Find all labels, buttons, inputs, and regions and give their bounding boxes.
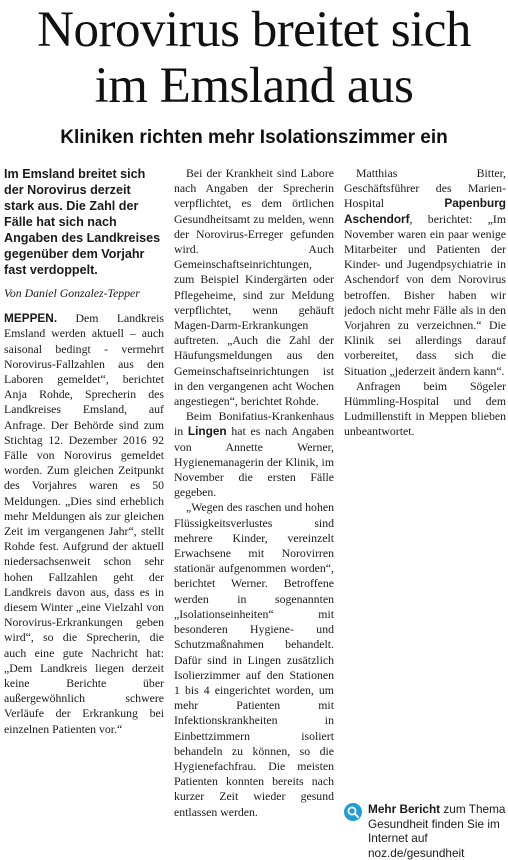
body-paragraph-5-post: , berichtet: „Im November waren ein paar wenige Mitarbeiter und Patienten der Kinder- und Jugendpsychiatrie in Aschendorf von dem Norovirus betroffen. Bisher haben wir jedoch nicht mehr Fälle als in den Vorjahren zu verzeichnen.“ Die Klinik sei allerdings darauf vorbereitet, dass sich die Situation „jederzeit ändern kann“. [344, 211, 506, 378]
body-paragraph-1 [4, 311, 164, 737]
body-paragraph-3-post: hat es nach Angaben von Annette Werner, Hygienemanagerin der Klinik, im November die ersten Fälle gegeben. [174, 424, 334, 500]
body-paragraph-6: Anfragen beim Sögeler Hümmling-Hospital und dem Ludmillenstift in Meppen blieben unbeantwortet. [344, 378, 506, 439]
body-paragraph-4: „Wegen des raschen und hohen Flüssigkeitsverlustes sind mehrere Kinder, vereinzelt Erwachsene mit Norovirren stationär aufgenommen worden“, berichtet Werner. Betroffene werden in sogenannten „Isolationseinheiten“ mit besonderen Hygiene- und Schutzmaßnahmen behandelt. Dafür sind in Lingen zusätzlich Isolierzimmer auf den Stationen 1 bis 4 eingerichtet worden, um mehr Patienten mit Infektionskrankheiten in Einbettzimmern isoliert behandeln zu können, so die Hygienefachfrau. Die meisten Patienten konnten bereits nach kurzer Zeit wieder gesund entlassen werden. [174, 500, 334, 819]
lead-paragraph: Im Emsland breitet sich der Norovirus derzeit stark aus. Die Zahl der Fälle hat sich nach Angaben des Landkreises gegenüber dem Vorjahr fast verdoppelt. [4, 167, 161, 277]
body-paragraph-1-text: Dem Landkreis Emsland werden aktuell – auch saisonal bedingt - vermehrt Norovirus-Fallzahlen aus den Laboren gemeldet“, berichtet Anja Rohde, Sprecherin des Landkreises Emsland, auf Anfrage. Der Behörde sind zum Stichtag 12. Dezember 2016 92 Fälle von Norovirus gemeldet worden. Zum gleichen Zeitpunkt des Vorjahres waren es 50 Meldungen. „Dies sind erheblich mehr Meldungen als zur gleichen Zeit im vergangenen Jahr“, stellt Rohde fest. Aufgrund der aktuell niedersachsenweit schon sehr hohen Fallzahlen geht der Landkreis davon aus, dass es in diesem Winter „eine Vielzahl von Norovirus-Erkrankungen geben wird“, so die Sprecherin, die auch eine gute Nachricht hat: „Dem Landkreis liegen derzeit keine Berichte über außergewöhnlich schwere Verläufe der Erkrankung bei einzelnen Patienten vor.“ [4, 311, 164, 736]
body-paragraph-3 [174, 409, 334, 500]
promo-bold: Mehr Bericht [368, 802, 441, 816]
column-3 [344, 166, 506, 440]
place-papenburg: Papenburg Aschendorf [344, 196, 506, 226]
body-paragraph-5-pre: Matthias Bitter, Geschäftsführer des Marien-Hospital [344, 166, 506, 211]
subheadline: Kliniken richten mehr Isolationszimmer ein [60, 127, 448, 148]
column-1 [4, 166, 164, 737]
body-paragraph-3-pre: Beim Bonifatius-Krankenhaus in [174, 409, 334, 439]
byline: Von Daniel Gonzalez-Tepper [4, 286, 140, 300]
search-icon [344, 803, 362, 821]
headline-line-1: Norovirus breitet sich [37, 2, 471, 58]
promo-link-text[interactable]: zum Thema Gesundheit finden Sie im Internet auf noz.de/gesundheit [368, 802, 506, 860]
column-2 [174, 166, 334, 820]
dateline: MEPPEN. [4, 311, 58, 326]
promo-text [368, 802, 506, 860]
body-paragraph-5 [344, 166, 506, 379]
headline-line-2: im Emsland aus [94, 58, 414, 114]
headline [0, 2, 508, 114]
promo-box[interactable] [344, 802, 506, 860]
body-paragraph-2: Bei der Krankheit sind Labore nach Angaben der Sprecherin verpflichtet, es dem örtlichen Gesundheitsamt zu melden, wenn der Norovirus-Erreger gefunden wird. Auch Gemeinschaftseinrichtungen, zum Beispiel Kindergärten oder Pflegeheime, sind zur Meldung verpflichtet, wenn gehäuft Magen-Darm-Erkrankungen auftreten. „Auch die Zahl der Häufungsmeldungen aus den Gemeinschaftseinrichtungen ist in den vergangenen acht Wochen angestiegen“, berichtet Rohde. [174, 166, 334, 409]
place-lingen: Lingen [187, 424, 227, 439]
